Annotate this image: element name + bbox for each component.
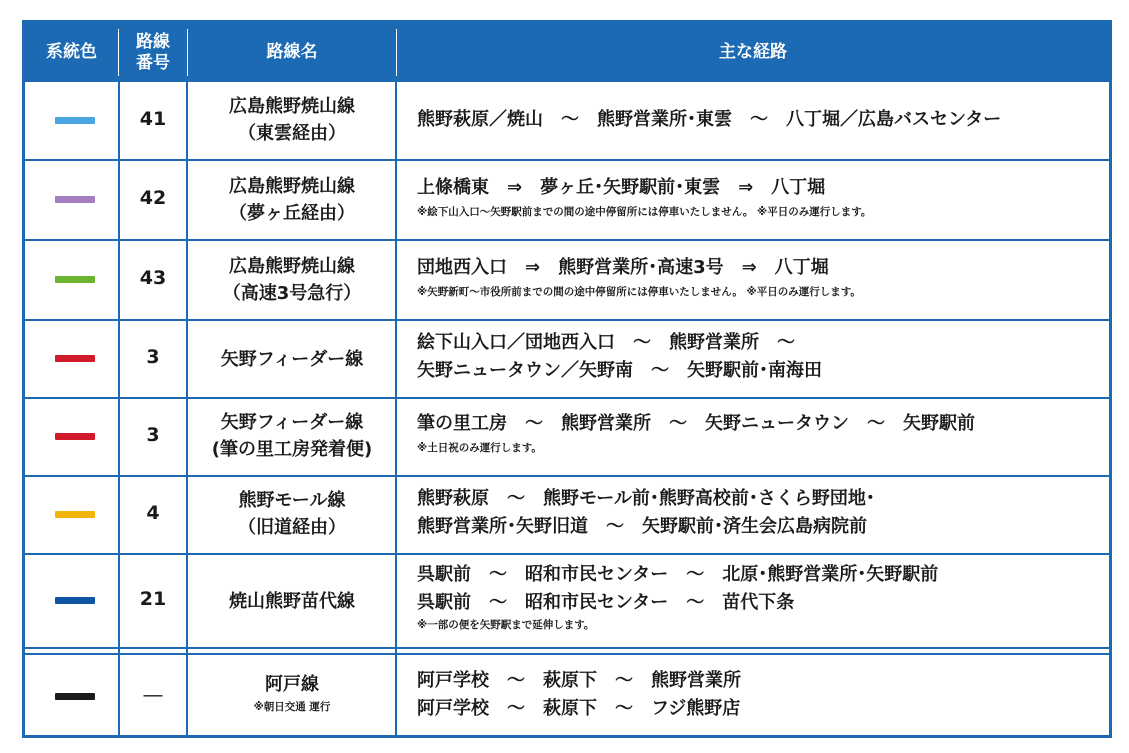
route-number: ― bbox=[143, 684, 163, 706]
route-color-swatch bbox=[55, 355, 95, 362]
table-row bbox=[25, 555, 1109, 647]
header-number bbox=[119, 23, 187, 82]
route-number: 21 bbox=[139, 588, 167, 610]
table-row bbox=[25, 161, 1109, 239]
route-color-swatch bbox=[55, 117, 95, 124]
route-path-line2: 矢野ニュータウン／矢野南 ～ 矢野駅前･南海田 bbox=[417, 360, 822, 381]
route-path bbox=[417, 254, 1107, 300]
route-name bbox=[188, 409, 396, 463]
route-number: 3 bbox=[146, 424, 160, 446]
route-path-line1: 筆の里工房 ～ 熊野営業所 ～ 矢野ニュータウン ～ 矢野駅前 bbox=[417, 413, 975, 434]
route-name bbox=[188, 588, 396, 615]
route-path-line1: 上條橋東 ⇒ 夢ヶ丘･矢野駅前･東雲 ⇒ 八丁堀 bbox=[417, 177, 826, 198]
route-name bbox=[188, 253, 396, 307]
route-color-swatch bbox=[55, 511, 95, 518]
route-path-line1: 絵下山入口／団地西入口 ～ 熊野営業所 ～ bbox=[417, 332, 795, 353]
route-path bbox=[417, 106, 1107, 134]
route-path-line1: 団地西入口 ⇒ 熊野営業所･高速3号 ⇒ 八丁堀 bbox=[417, 257, 829, 278]
route-name bbox=[188, 173, 396, 227]
route-path bbox=[417, 485, 1107, 541]
route-path bbox=[417, 667, 1107, 723]
route-name-line1: 矢野フィーダー線 bbox=[220, 349, 364, 370]
route-name-line1: 熊野モール線 bbox=[238, 490, 346, 511]
route-path-line1: 阿戸学校 ～ 萩原下 ～ 熊野営業所 bbox=[417, 670, 741, 691]
header-number-line2: 番号 bbox=[136, 52, 170, 73]
route-note: ※土日祝のみ運行します。 bbox=[417, 442, 542, 454]
table-row bbox=[25, 241, 1109, 319]
table-row bbox=[25, 399, 1109, 475]
route-path-line1: 熊野萩原 ～ 熊野モール前･熊野高校前･さくら野団地･ bbox=[417, 488, 875, 509]
route-name-line1: 広島熊野焼山線 bbox=[229, 256, 355, 277]
route-name-line2: (筆の里工房発着便) bbox=[211, 439, 373, 460]
route-note: ※絵下山入口～矢野駅前までの間の途中停留所には停車いたしません。 ※平日のみ運行します。 bbox=[417, 206, 872, 218]
route-name-line1: 焼山熊野苗代線 bbox=[229, 591, 355, 612]
route-color-swatch bbox=[55, 196, 95, 203]
table-row bbox=[25, 655, 1109, 738]
route-name bbox=[188, 487, 396, 541]
grid-hline bbox=[25, 647, 1109, 649]
route-path-line2: 呉駅前 ～ 昭和市民センター ～ 苗代下条 bbox=[417, 592, 795, 613]
route-name-line1: 広島熊野焼山線 bbox=[229, 96, 355, 117]
route-name-line1: 広島熊野焼山線 bbox=[229, 176, 355, 197]
route-number: 4 bbox=[146, 502, 160, 524]
header-color: 系統色 bbox=[46, 42, 97, 62]
route-note: ※矢野新町～市役所前までの間の途中停留所には停車いたしません。 ※平日のみ運行します。 bbox=[417, 286, 861, 298]
route-table bbox=[22, 20, 1112, 738]
route-name bbox=[188, 346, 396, 373]
route-path-line1: 呉駅前 ～ 昭和市民センター ～ 北原･熊野営業所･矢野駅前 bbox=[417, 564, 939, 585]
route-path-line2: 熊野営業所･矢野旧道 ～ 矢野駅前･済生会広島病院前 bbox=[417, 516, 867, 537]
route-path-line2: 阿戸学校 ～ 萩原下 ～ フジ熊野店 bbox=[417, 698, 741, 719]
route-color-swatch bbox=[55, 693, 95, 700]
table-row bbox=[25, 82, 1109, 159]
header-name: 路線名 bbox=[266, 42, 318, 62]
route-name-note: ※朝日交通 運行 bbox=[253, 701, 331, 713]
route-name-line1: 阿戸線 bbox=[265, 674, 319, 695]
route-name-line1: 矢野フィーダー線 bbox=[220, 412, 364, 433]
route-number: 3 bbox=[146, 346, 160, 368]
header-route: 主な経路 bbox=[719, 42, 787, 62]
table-header bbox=[25, 23, 1109, 82]
table-row bbox=[25, 477, 1109, 553]
route-color-swatch bbox=[55, 597, 95, 604]
route-color-swatch bbox=[55, 276, 95, 283]
route-color-swatch bbox=[55, 433, 95, 440]
route-path-line1: 熊野萩原／焼山 ～ 熊野営業所･東雲 ～ 八丁堀／広島バスセンター bbox=[417, 109, 1002, 130]
route-name-line2: （旧道経由） bbox=[238, 517, 346, 538]
route-number: 41 bbox=[139, 108, 167, 130]
header-number-line1: 路線 bbox=[136, 31, 170, 52]
route-path bbox=[417, 329, 1107, 385]
route-name-line2: （高速3号急行） bbox=[222, 283, 362, 304]
route-name-line2: （東雲経由） bbox=[238, 123, 346, 144]
route-path bbox=[417, 561, 1107, 633]
route-name bbox=[188, 93, 396, 147]
route-number: 43 bbox=[139, 267, 167, 289]
route-note: ※一部の便を矢野駅まで延伸します。 bbox=[417, 619, 595, 631]
table-row bbox=[25, 321, 1109, 397]
route-path bbox=[417, 410, 1107, 456]
route-name-line2: （夢ヶ丘経由） bbox=[229, 203, 355, 224]
route-name bbox=[188, 671, 396, 716]
route-path bbox=[417, 174, 1107, 220]
route-number: 42 bbox=[139, 187, 167, 209]
